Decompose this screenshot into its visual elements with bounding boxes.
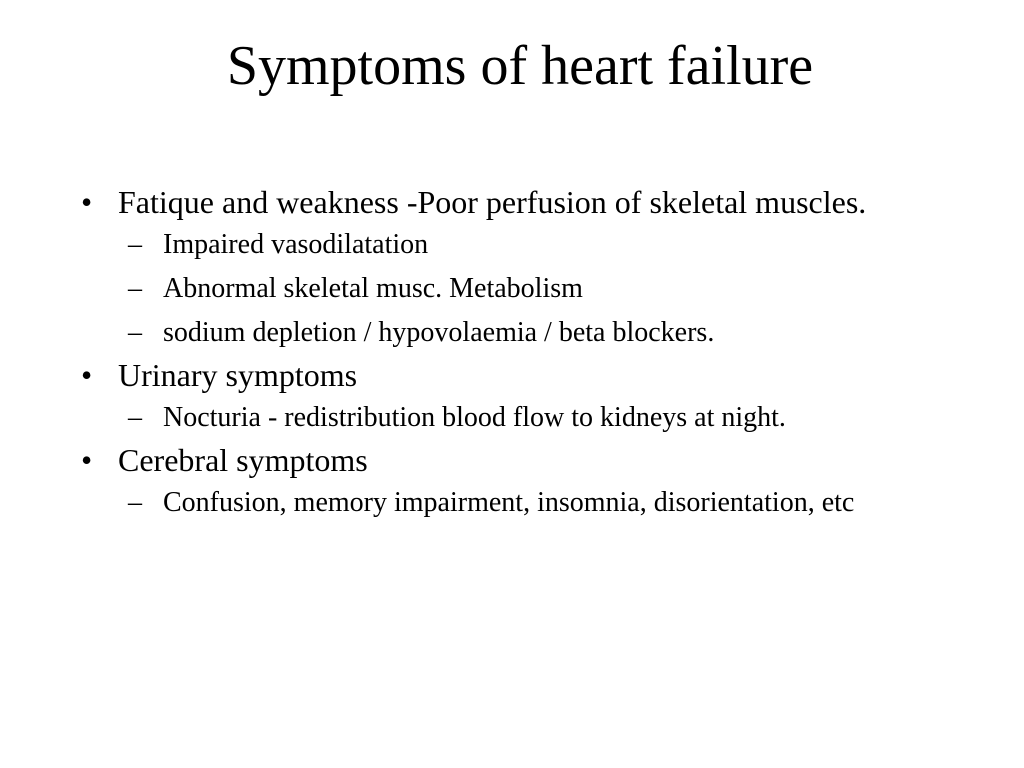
sub-list-fatigue [78, 228, 958, 350]
dash-icon: – [128, 273, 142, 304]
sub-item-text: sodium depletion / hypovolaemia / beta blockers. [163, 317, 715, 348]
dash-icon: – [128, 229, 142, 260]
bullet-text: Urinary symptoms [118, 357, 358, 393]
sub-list-cerebral [78, 486, 958, 520]
bullet-text: Cerebral symptoms [118, 442, 368, 478]
slide-title: Symptoms of heart failure [226, 35, 814, 97]
bullet-item-fatigue [78, 183, 958, 221]
sub-item [78, 316, 958, 350]
dash-icon: – [128, 487, 142, 518]
dash-icon: – [128, 402, 142, 433]
sub-item-text: Impaired vasodilatation [163, 229, 429, 260]
sub-item-text: Abnormal skeletal musc. Metabolism [163, 273, 583, 304]
bullet-dot-icon: • [81, 357, 93, 393]
sub-item-text: Nocturia - redistribution blood flow to kidneys at night. [163, 402, 786, 433]
sub-item [78, 228, 958, 262]
sub-item [78, 486, 958, 520]
bullet-dot-icon: • [81, 184, 93, 220]
sub-item [78, 272, 958, 306]
bullet-dot-icon: • [81, 442, 93, 478]
dash-icon: – [128, 317, 142, 348]
sub-item [78, 401, 958, 435]
bullet-text: Fatique and weakness -Poor perfusion of skeletal muscles. [118, 184, 867, 220]
bullet-item-urinary [78, 356, 958, 394]
sub-item-text: Confusion, memory impairment, insomnia, disorientation, etc [163, 487, 855, 518]
sub-list-urinary [78, 401, 958, 435]
bullet-list [78, 183, 958, 526]
bullet-item-cerebral [78, 441, 958, 479]
